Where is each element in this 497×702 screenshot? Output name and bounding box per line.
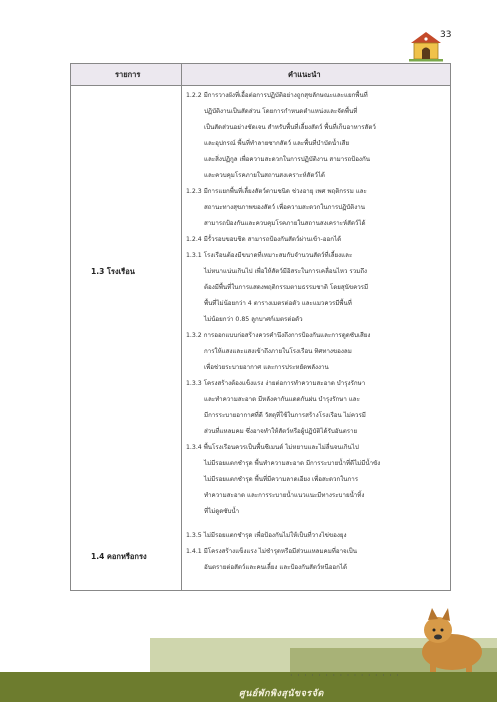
text-line: ส่วนที่แหลมคม ซึ่งอาจทำให้สัตว์หรือผู้ปฏิบัติได้รับอันตราย <box>204 428 358 435</box>
footer-title: ศูนย์พักพิงสุนัขจรจัด <box>239 689 324 699</box>
text-line: และทำความสะอาด มีหลังคากันแดดกันฝน บำรุงรักษา และ <box>204 396 360 403</box>
text-line: 1.2.4 มีรั้วรอบขอบชิด สามารถป้องกันสัตว์ผ่านเข้า-ออกได้ <box>186 236 342 243</box>
text-line: 1.2.3 มีการแยกพื้นที่เลี้ยงสัตว์ตามชนิด ช่วงอายุ เพศ พฤติกรรม และ <box>186 188 367 195</box>
text-line: 1.4.1 มีโครงสร้างแข็งแรง ไม่ชำรุดหรือมีส่วนแหลมคมที่อาจเป็น <box>186 548 357 555</box>
text-line: 1.3.4 พื้นโรงเรือนควรเป็นพื้นซีเมนต์ ไม่หยาบและไม่ลื่นจนเกินไป <box>186 444 359 451</box>
text-line: มีการระบายอากาศที่ดี วัสดุที่ใช้ในการสร้างโรงเรือน ไม่ควรมี <box>204 412 366 419</box>
text-line: ปฏิบัติงานเป็นสัดส่วน โดยการกำหนดตำแหน่งและจัดพื้นที่ <box>204 108 358 115</box>
text-line: เป็นสัดส่วนอย่างชัดเจน สำหรับพื้นที่เลี้ยงสัตว์ พื้นที่เก็บอาหารสัตว์ <box>204 124 376 131</box>
text-line: พื้นที่ไม่น้อยกว่า 4 ตารางเมตรต่อตัว และแมวควรมีพื้นที่ <box>204 300 352 307</box>
text-line: ไม่มีรอยแตกชำรุด พื้นทำความสะอาด มีการระบายน้ำที่ดีไม่มีน้ำขัง <box>204 460 381 467</box>
dog-icon <box>422 608 482 674</box>
table-header <box>71 64 450 86</box>
footer-dots: · · · · · · · · · · · · · · · · <box>290 671 400 680</box>
dog-house-icon <box>409 30 443 62</box>
text-line: เพื่อช่วยระบายอากาศ และการประหยัดพลังงาน <box>204 364 329 371</box>
category-housing: 1.3 โรงเรือน <box>91 267 135 276</box>
category-pen: 1.4 คอกหรือกรง <box>91 552 147 561</box>
header-recommendation: คำแนะนำ <box>288 70 321 79</box>
text-line: ทำความสะอาด และการระบายน้ำแนวแนะมีทางระบายน้ำทิ้ง <box>204 492 365 499</box>
text-line: ไม่หนาแน่นเกินไป เพื่อให้สัตว์มีอิสระในการเคลื่อนไหว รวมถึง <box>204 268 368 275</box>
text-line: สถานะทางสุขภาพของสัตว์ เพื่อความสะดวกในการปฏิบัติงาน <box>204 204 365 211</box>
text-line: ไม่น้อยกว่า 0.85 ลูกบาศก์เมตรต่อตัว <box>204 316 303 323</box>
text-line: 1.2.2 มีการวางผังที่เอื้อต่อการปฏิบัติอย่างถูกสุขลักษณะและแยกพื้นที่ <box>186 92 368 99</box>
text-line: 1.3.1 โรงเรือนต้องมีขนาดที่เหมาะสมกับจำนวนสัตว์ที่เลี้ยงและ <box>186 252 353 259</box>
header-items: รายการ <box>115 70 141 79</box>
text-line: 1.3.2 การออกแบบก่อสร้างควรคำนึงถึงการป้องกันและการดูดซับเสียง <box>186 332 371 339</box>
text-line: ต้องมีพื้นที่ในการแสดงพฤติกรรมตามธรรมชาติ โดยสุนัขควรมี <box>204 284 369 291</box>
text-line: 1.3.5 ไม่มีรอยแตกชำรุด เพื่อป้องกันไม่ให้เป็นที่วางไข่ของยุง <box>186 532 347 539</box>
text-line: และสิ่งปฏิกูล เพื่อความสะดวกในการปฏิบัติงาน สามารถป้องกัน <box>204 156 370 163</box>
text-line: ที่ไม่ดูดซับน้ำ <box>204 508 240 515</box>
text-line: และควบคุมโรคภายในสถานสงเคราะห์สัตว์ได้ <box>204 172 325 179</box>
text-line: อันตรายต่อสัตว์และคนเลี้ยง และป้องกันสัตว์หนีออกได้ <box>204 564 348 571</box>
text-line: และอุปกรณ์ พื้นที่ทำลายซากสัตว์ และพื้นที่บำบัดน้ำเสีย <box>204 140 350 147</box>
text-line: การให้แสงและแสงเข้าถึงภายในโรงเรือน ทิศทางของลม <box>204 348 352 355</box>
text-line: สามารถป้องกันและควบคุมโรคภายในสถานสงเคราะห์สัตว์ได้ <box>204 220 366 227</box>
guideline-table <box>70 63 451 591</box>
text-line: ไม่มีรอยแตกชำรุด พื้นที่มีความลาดเอียง เพื่อสะดวกในการ <box>204 476 359 483</box>
column-divider <box>181 64 182 590</box>
page-number: 33 <box>440 30 452 40</box>
text-line: 1.3.3 โครงสร้างต้องแข็งแรง ง่ายต่อการทำความสะอาด บำรุงรักษา <box>186 380 366 387</box>
